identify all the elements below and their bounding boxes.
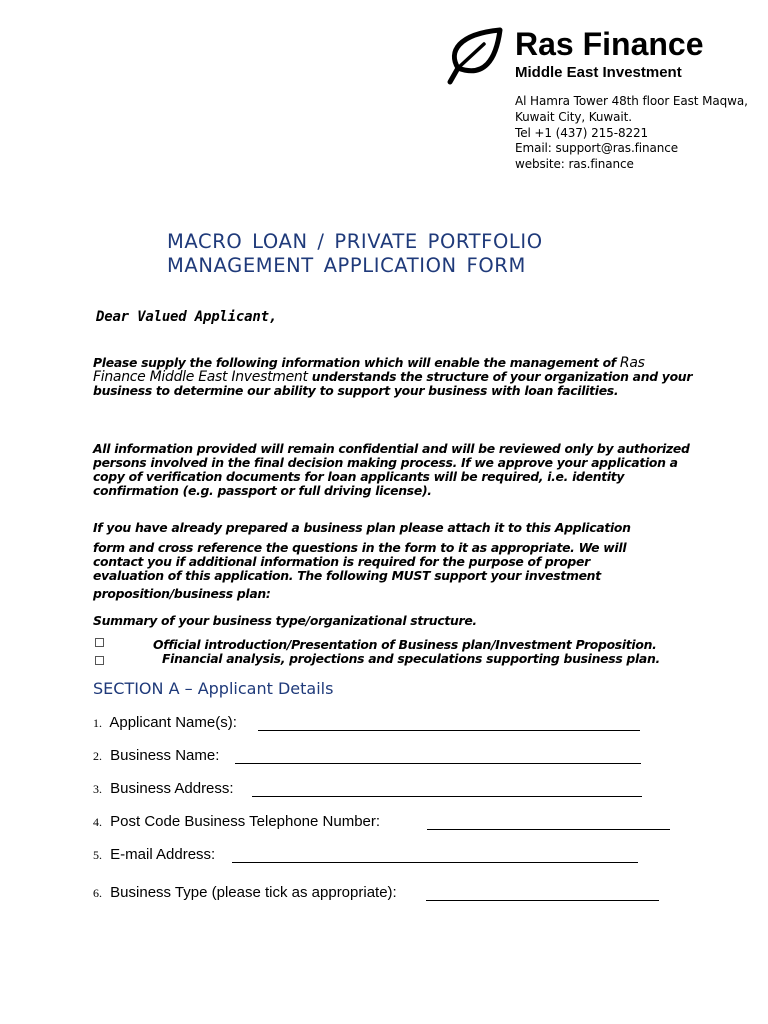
field-label: Business Name: <box>110 747 220 764</box>
intro-text-b: understands the structure of your organization and your business to determine our ability to support your business with loan facilities. <box>93 369 693 398</box>
business-type-field <box>93 884 397 902</box>
business-plan-line: contact you if additional information is required for the purpose of proper <box>93 554 590 569</box>
checklist-item: Official introduction/Presentation of Business plan/Investment Proposition. <box>153 637 657 652</box>
field-number: 1. <box>93 716 102 730</box>
intro-text-a: Please supply the following information which will enable the management of <box>93 355 620 370</box>
field-label: Applicant Name(s): <box>109 714 237 731</box>
checklist-item: Financial analysis, projections and speculations supporting business plan. <box>162 651 660 666</box>
business-plan-paragraph <box>93 521 633 601</box>
business-plan-line: proposition/business plan: <box>93 586 271 601</box>
field-label: Business Type (please tick as appropriate): <box>110 884 397 901</box>
form-title-line2: MANAGEMENT APPLICATION FORM <box>167 254 526 277</box>
business-plan-line: evaluation of this application. The following MUST support your investment <box>93 568 601 583</box>
checkbox-introduction[interactable] <box>95 638 104 647</box>
checkbox-financial-analysis[interactable] <box>95 656 104 665</box>
email-input-line[interactable] <box>232 862 638 863</box>
contact-website: website: ras.finance <box>515 157 634 172</box>
telephone-input-line[interactable] <box>427 829 670 830</box>
business-name-field <box>93 747 219 765</box>
summary-line: Summary of your business type/organizational structure. <box>93 613 477 628</box>
confidentiality-paragraph: All information provided will remain confidential and will be reviewed only by authorized persons involved in the final decision making process. If we approve your application a copy of verification documents for loan applicants will be required, i.e. identity confirmation (e.g. passport or full driving license). <box>93 441 690 498</box>
contact-phone: Tel +1 (437) 215-8221 <box>515 125 649 140</box>
form-title-line1: MACRO LOAN / PRIVATE PORTFOLIO <box>167 230 543 253</box>
applicant-name-field <box>93 714 237 732</box>
contact-block <box>515 94 748 173</box>
contact-address-line2: Kuwait City, Kuwait. <box>515 109 632 124</box>
brand-name: Ras Finance <box>515 26 704 62</box>
form-title <box>167 230 543 278</box>
field-number: 2. <box>93 749 102 763</box>
business-name-input-line[interactable] <box>235 763 641 764</box>
business-plan-line: If you have already prepared a business plan please attach it to this Application <box>93 520 631 535</box>
business-type-input-line[interactable] <box>426 900 659 901</box>
telephone-field <box>93 813 380 831</box>
field-label: E-mail Address: <box>110 846 216 863</box>
company-name-inline: Ras Finance Middle East Investment <box>93 355 645 385</box>
field-number: 5. <box>93 848 102 862</box>
leaf-icon <box>444 26 504 86</box>
business-address-field <box>93 780 234 798</box>
field-label: Post Code Business Telephone Number: <box>110 813 381 830</box>
business-plan-line: form and cross reference the questions in the form to it as appropriate. We will <box>93 540 627 555</box>
brand-subtitle: Middle East Investment <box>515 64 682 81</box>
business-address-input-line[interactable] <box>252 796 642 797</box>
section-a-heading: SECTION A – Applicant Details <box>93 679 334 698</box>
intro-paragraph <box>93 356 693 398</box>
field-number: 6. <box>93 886 102 900</box>
salutation: Dear Valued Applicant, <box>96 309 278 325</box>
applicant-name-input-line[interactable] <box>258 730 640 731</box>
contact-address-line1: Al Hamra Tower 48th floor East Maqwa, <box>515 94 748 108</box>
field-number: 4. <box>93 815 102 829</box>
email-field <box>93 846 215 864</box>
field-label: Business Address: <box>110 780 234 797</box>
contact-email: Email: support@ras.finance <box>515 141 679 156</box>
field-number: 3. <box>93 782 102 796</box>
